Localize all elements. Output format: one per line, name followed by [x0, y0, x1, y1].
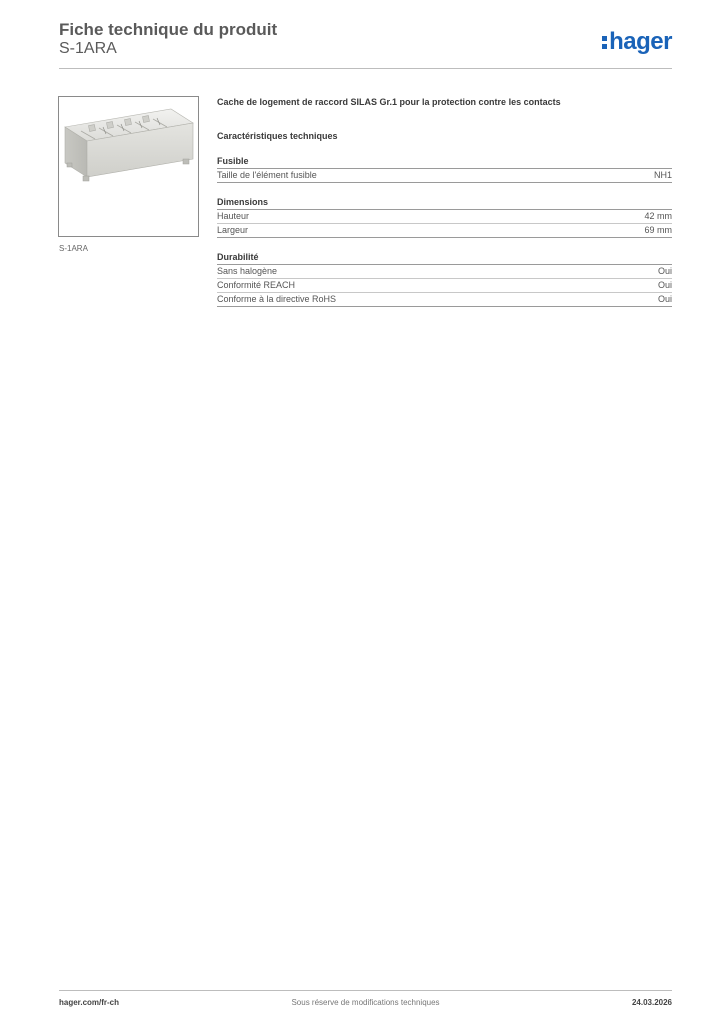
document-date: 24.03.2026	[631, 998, 672, 1007]
spec-group-title: Dimensions	[217, 196, 672, 210]
spec-label: Sans halogène	[217, 266, 278, 276]
spec-row	[217, 265, 672, 279]
logo-dots-icon	[602, 36, 607, 49]
spec-row	[217, 210, 672, 224]
spec-value: Oui	[657, 266, 672, 276]
spec-label: Largeur	[217, 225, 249, 235]
page-footer	[59, 998, 672, 1010]
spec-label: Hauteur	[217, 211, 250, 221]
page-header	[59, 20, 672, 68]
footer-divider	[59, 990, 672, 991]
spec-group-title: Fusible	[217, 155, 672, 169]
footer-notice: Sous réserve de modifications techniques	[291, 998, 440, 1007]
spec-group-dimensions	[217, 196, 672, 238]
spec-row	[217, 169, 672, 183]
product-image	[58, 96, 199, 237]
spec-value: Oui	[657, 280, 672, 290]
spec-row	[217, 224, 672, 238]
logo-text: hager	[609, 28, 672, 55]
document-title: Fiche technique du produit	[59, 20, 278, 39]
product-description: Cache de logement de raccord SILAS Gr.1 pour la protection contre les contacts	[217, 97, 561, 107]
spec-row	[217, 279, 672, 293]
spec-label: Conformité REACH	[217, 280, 296, 290]
specs-heading: Caractéristiques techniques	[217, 131, 338, 141]
spec-group-fusible	[217, 155, 672, 183]
spec-value: 42 mm	[644, 211, 672, 221]
product-reference: S-1ARA	[59, 40, 117, 57]
spec-label: Conforme à la directive RoHS	[217, 294, 337, 304]
website-link[interactable]: hager.com/fr-ch	[59, 998, 120, 1007]
spec-group-durabilite	[217, 251, 672, 307]
spec-row	[217, 293, 672, 307]
header-divider	[59, 68, 672, 69]
spec-value: NH1	[653, 170, 672, 180]
spec-label: Taille de l'élément fusible	[217, 170, 317, 180]
terminal-cover-illustration-icon	[59, 97, 198, 236]
image-caption: S-1ARA	[59, 244, 88, 253]
spec-value: 69 mm	[644, 225, 672, 235]
spec-value: Oui	[657, 294, 672, 304]
spec-group-title: Durabilité	[217, 251, 672, 265]
product-content	[217, 96, 672, 307]
hager-logo	[602, 29, 672, 55]
